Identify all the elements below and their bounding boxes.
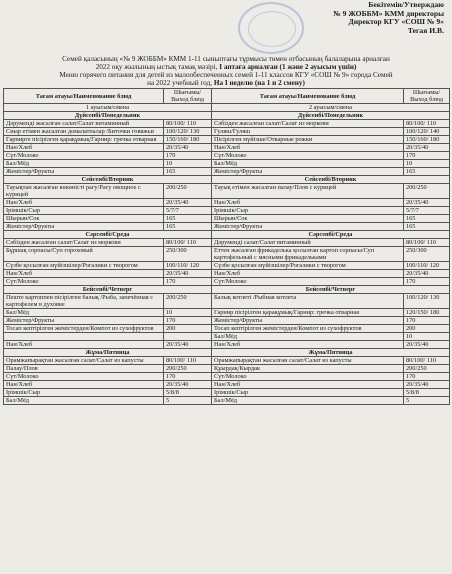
- title-line-2: [8, 63, 444, 71]
- table-row: [4, 239, 450, 247]
- menu-table: [3, 88, 450, 405]
- dish-yield-shift-2: 170: [404, 278, 450, 286]
- dish-name-shift-2: Нан/Хлеб: [212, 381, 404, 389]
- table-row: [4, 309, 450, 317]
- dish-name-shift-1: [4, 333, 164, 341]
- dish-name-shift-2: Шырын/Сок: [212, 215, 404, 223]
- dish-name-shift-2: Ірімшік/Сыр: [212, 389, 404, 397]
- dish-name-shift-2: Нан/Хлеб: [212, 341, 404, 349]
- dish-name-shift-2: Жемістер/Фрукты: [212, 168, 404, 176]
- dish-yield-shift-1: 80/100/ 110: [164, 120, 212, 128]
- title-line-4: [8, 79, 444, 87]
- dish-name-shift-2: Еттен жасалған фрикаделька қосылған картоп сорпасы/Суп картофельный с мясными фрикадельками: [212, 247, 404, 262]
- title-line-2-week: I аптаға арналған (1 және 2 ауысым үшін): [219, 63, 357, 72]
- day-title-shift-1: Сәрсенбі/Среда: [4, 231, 212, 239]
- dish-yield-shift-2: 10: [404, 333, 450, 341]
- dish-yield-shift-2: 165: [404, 168, 450, 176]
- dish-yield-shift-1: 20/35/40: [164, 270, 212, 278]
- title-line-3: Меню горячего питания для детей из малообеспеченных семей 1-11 классов КГУ «СОШ № 9» города Семей: [59, 71, 393, 80]
- dish-yield-shift-1: 20/35/40: [164, 199, 212, 207]
- table-row: [4, 168, 450, 176]
- dish-name-shift-1: Бал/Мёд: [4, 397, 164, 405]
- dish-yield-shift-1: 200/250: [164, 184, 212, 199]
- dish-name-shift-1: Палау/Плов: [4, 365, 164, 373]
- table-row: [4, 144, 450, 152]
- dish-name-shift-2: Сүт/Молоко: [212, 278, 404, 286]
- dish-yield-shift-1: 250/300: [164, 247, 212, 262]
- dish-yield-shift-1: 10: [164, 160, 212, 168]
- dish-yield-shift-2: 200/250: [404, 184, 450, 199]
- dish-name-shift-2: Ірімшік/Сыр: [212, 207, 404, 215]
- dish-name-shift-2: Жемістер/Фрукты: [212, 317, 404, 325]
- dish-yield-shift-2: 20/35/40: [404, 381, 450, 389]
- dish-yield-shift-2: 5: [404, 397, 450, 405]
- dish-yield-shift-2: 150/160/ 180: [404, 136, 450, 144]
- table-row: [4, 207, 450, 215]
- dish-name-shift-1: Нан/Хлеб: [4, 341, 164, 349]
- shift-2-label: 2 ауысым/смена: [212, 104, 450, 112]
- dish-yield-shift-1: 5/7/7: [164, 207, 212, 215]
- table-row: [4, 128, 450, 136]
- dish-yield-shift-2: 20/35/40: [404, 341, 450, 349]
- dish-yield-shift-1: 80/100/ 110: [164, 357, 212, 365]
- table-header-row: [4, 89, 450, 104]
- table-row: [4, 152, 450, 160]
- dish-yield-shift-2: 20/35/40: [404, 270, 450, 278]
- table-row: [4, 270, 450, 278]
- dish-name-shift-2: Жемістер/Фрукты: [212, 223, 404, 231]
- dish-yield-shift-2: 80/100/ 110: [404, 357, 450, 365]
- dish-yield-shift-1: 170: [164, 317, 212, 325]
- dish-name-shift-2: Гарнир пісірілген қарақұмық/Гарнир: гречка отварная: [212, 309, 404, 317]
- table-row: [4, 262, 450, 270]
- table-row: [4, 247, 450, 262]
- day-header-row: [4, 231, 450, 239]
- day-header-row: [4, 286, 450, 294]
- dish-yield-shift-1: 200/250: [164, 294, 212, 309]
- dish-name-shift-1: Бұршақ сорпасы/Суп гороховый: [4, 247, 164, 262]
- dish-name-shift-1: Дәрумендi жасалған салат/Салат витаминный: [4, 120, 164, 128]
- dish-yield-shift-1: 5: [164, 397, 212, 405]
- dish-name-shift-2: Орамжапырақтан жасалған салат/Салат из капусты: [212, 357, 404, 365]
- table-row: [4, 223, 450, 231]
- dish-name-shift-1: Бал/Мёд: [4, 160, 164, 168]
- dish-yield-shift-1: 170: [164, 373, 212, 381]
- dish-name-shift-1: Нан/Хлеб: [4, 381, 164, 389]
- dish-yield-shift-2: 120/150/ 180: [404, 309, 450, 317]
- dish-name-shift-1: Сүт/Молоко: [4, 152, 164, 160]
- dish-yield-shift-2: 165: [404, 223, 450, 231]
- table-row: [4, 278, 450, 286]
- dish-yield-shift-2: 200/250: [404, 365, 450, 373]
- dish-name-shift-1: Сүт/Молоко: [4, 278, 164, 286]
- dish-name-shift-2: Бал/Мёд: [212, 160, 404, 168]
- table-row: [4, 215, 450, 223]
- header-yield-2: Шығымы/ Выход блюд: [404, 89, 450, 104]
- dish-yield-shift-2: 100/120/ 140: [404, 128, 450, 136]
- approval-block: [244, 1, 444, 35]
- day-title-shift-1: Жұма/Пятница: [4, 349, 212, 357]
- day-header-row: [4, 349, 450, 357]
- dish-name-shift-2: Сүзбе қосылған мүйізшілер/Рогалики с творогом: [212, 262, 404, 270]
- day-title-shift-2: Жұма/Пятница: [212, 349, 450, 357]
- dish-yield-shift-1: 165: [164, 215, 212, 223]
- dish-name-shift-1: Сүт/Молоко: [4, 373, 164, 381]
- dish-name-shift-1: Сүзбе қосылған мүйізшілер/Рогалики с творогом: [4, 262, 164, 270]
- dish-name-shift-2: Нан/Хлеб: [212, 144, 404, 152]
- approval-line-1: Бекітемін/Утверждаю: [368, 0, 444, 9]
- dish-name-shift-1: Гарнирге пісірілген қарақұмық/Гарнир: гречка отварная: [4, 136, 164, 144]
- dish-name-shift-2: Пісірілген мүйізше/Отварные рожки: [212, 136, 404, 144]
- dish-yield-shift-1: 20/35/40: [164, 144, 212, 152]
- table-row: [4, 136, 450, 144]
- dish-name-shift-2: Сүт/Молоко: [212, 152, 404, 160]
- dish-yield-shift-1: 200: [164, 325, 212, 333]
- table-row: [4, 357, 450, 365]
- title-line-2-text: 2022 оқу жылының ыстық тамақ мәзірі,: [95, 63, 220, 72]
- table-row: [4, 373, 450, 381]
- dish-yield-shift-2: 250/300: [404, 247, 450, 262]
- table-row: [4, 317, 450, 325]
- dish-name-shift-2: Тосап кептірілген жемістерден/Компот из сухофруктов: [212, 325, 404, 333]
- dish-name-shift-2: Бал/Мёд: [212, 333, 404, 341]
- dish-yield-shift-1: 20/35/40: [164, 341, 212, 349]
- dish-yield-shift-2: 100/110/ 120: [404, 262, 450, 270]
- approval-line-3: Директор КГУ «СОШ № 9»: [348, 17, 444, 27]
- dish-yield-shift-2: 80/100/ 110: [404, 120, 450, 128]
- shift-1-label: 1 ауысым/смена: [4, 104, 212, 112]
- dish-name-shift-1: Тосап кептірілген жемістерден/Компот из сухофруктов: [4, 325, 164, 333]
- title-line-1: Семей қаласының «№ 9 ЖОББМ» КММ 1-11 сыныптағы тұрмысы төмен отбасының балаларына арналған: [62, 55, 390, 63]
- dish-yield-shift-1: 200/250: [164, 365, 212, 373]
- table-row: [4, 365, 450, 373]
- dish-name-shift-1: Жемістер/Фрукты: [4, 317, 164, 325]
- dish-yield-shift-1: 165: [164, 223, 212, 231]
- dish-name-shift-1: Шырын/Сок: [4, 215, 164, 223]
- shift-row: [4, 104, 450, 112]
- table-row: [4, 294, 450, 309]
- dish-name-shift-2: Нан/Хлеб: [212, 270, 404, 278]
- dish-name-shift-1: Нан/Хлеб: [4, 199, 164, 207]
- dish-name-shift-2: Нан/Хлеб: [212, 199, 404, 207]
- dish-yield-shift-2: 100/120/ 130: [404, 294, 450, 309]
- dish-yield-shift-2: 170: [404, 152, 450, 160]
- dish-name-shift-1: Ірімшік/Сыр: [4, 389, 164, 397]
- dish-name-shift-1: Ірімшік/Сыр: [4, 207, 164, 215]
- dish-yield-shift-2: 10: [404, 160, 450, 168]
- dish-name-shift-1: Тауықтан жасалған көкөністі рагу/Рагу овощное с курицей: [4, 184, 164, 199]
- dish-yield-shift-2: 5/8/8: [404, 389, 450, 397]
- dish-name-shift-2: Дәрумендi салат/Салат витаминный: [212, 239, 404, 247]
- dish-yield-shift-2: 80/100/ 110: [404, 239, 450, 247]
- dish-name-shift-1: Сәбізден жасалған салат/Салат из моркови: [4, 239, 164, 247]
- dish-yield-shift-1: 170: [164, 152, 212, 160]
- dish-yield-shift-1: 170: [164, 278, 212, 286]
- day-title-shift-2: Дүйсенбі/Понедельник: [212, 112, 450, 120]
- table-row: [4, 389, 450, 397]
- dish-yield-shift-1: 150/160/ 180: [164, 136, 212, 144]
- dish-yield-shift-2: 170: [404, 317, 450, 325]
- dish-name-shift-1: Нан/Хлеб: [4, 270, 164, 278]
- day-title-shift-1: Сейсенбі/Вторник: [4, 176, 212, 184]
- day-title-shift-1: Дүйсенбі/Понедельник: [4, 112, 212, 120]
- table-row: [4, 199, 450, 207]
- dish-yield-shift-1: 100/110/ 120: [164, 262, 212, 270]
- dish-yield-shift-1: [164, 333, 212, 341]
- header-name-1: Тағам атауы/Наименование блюд: [4, 89, 164, 104]
- dish-name-shift-2: Сәбізден жасалған салат/Салат из моркови: [212, 120, 404, 128]
- dish-name-shift-1: Пеште картоппен пісірілген балық /Рыба, запечённая с картофелем в духовке: [4, 294, 164, 309]
- dish-yield-shift-2: 20/35/40: [404, 144, 450, 152]
- header-yield-1: Шығымы/ Выход блюд: [164, 89, 212, 104]
- day-title-shift-2: Бейсенбі/Четверг: [212, 286, 450, 294]
- table-row: [4, 341, 450, 349]
- day-title-shift-2: Сәрсенбі/Среда: [212, 231, 450, 239]
- title-line-4-text: на 2022 учебный год,: [147, 79, 214, 88]
- dish-yield-shift-2: 170: [404, 373, 450, 381]
- dish-name-shift-2: Сүт/Молоко: [212, 373, 404, 381]
- dish-name-shift-1: Сиыр етімен жасалған домалатпалар /Биточки говяжьи: [4, 128, 164, 136]
- approval-line-4: Тегая И.В.: [407, 25, 444, 35]
- dish-name-shift-1: Жемістер/Фрукты: [4, 223, 164, 231]
- table-row: [4, 397, 450, 405]
- table-row: [4, 325, 450, 333]
- dish-yield-shift-1: 80/100/ 110: [164, 239, 212, 247]
- dish-name-shift-1: Нан/Хлеб: [4, 144, 164, 152]
- dish-yield-shift-1: 165: [164, 168, 212, 176]
- table-row: [4, 120, 450, 128]
- table-row: [4, 381, 450, 389]
- approval-line-2: № 9 ЖОББМ» КММ директоры: [333, 8, 444, 18]
- dish-name-shift-2: Құырдақ/Кырдак: [212, 365, 404, 373]
- dish-yield-shift-2: 5/7/7: [404, 207, 450, 215]
- document-title: [8, 55, 444, 87]
- day-title-shift-1: Бейсенбі/Четверг: [4, 286, 212, 294]
- dish-yield-shift-2: 200: [404, 325, 450, 333]
- header-name-2: Тағам атауы/Наименование блюд: [212, 89, 404, 104]
- dish-name-shift-2: Бал/Мёд: [212, 397, 404, 405]
- dish-yield-shift-1: 20/35/40: [164, 381, 212, 389]
- dish-yield-shift-1: 5/8/8: [164, 389, 212, 397]
- dish-yield-shift-1: 100/120/ 130: [164, 128, 212, 136]
- title-line-4-week: На I неделю (на 1 и 2 смену): [213, 79, 305, 88]
- day-title-shift-2: Сейсенбі/Вторник: [212, 176, 450, 184]
- table-row: [4, 333, 450, 341]
- dish-yield-shift-2: 165: [404, 215, 450, 223]
- dish-yield-shift-2: 20/35/40: [404, 199, 450, 207]
- dish-name-shift-2: Балық котлеті /Рыбная котлета: [212, 294, 404, 309]
- menu-table-body: [4, 104, 450, 405]
- dish-name-shift-1: Жемістер/Фрукты: [4, 168, 164, 176]
- table-row: [4, 160, 450, 168]
- dish-yield-shift-1: 10: [164, 309, 212, 317]
- table-row: [4, 184, 450, 199]
- dish-name-shift-1: Бал/Мёд: [4, 309, 164, 317]
- day-header-row: [4, 112, 450, 120]
- day-header-row: [4, 176, 450, 184]
- dish-name-shift-2: Гуляш/Гуляш: [212, 128, 404, 136]
- dish-name-shift-2: Тауық етімен жасалған палау/Плов с курицей: [212, 184, 404, 199]
- dish-name-shift-1: Орамжапырақтан жасалған салат/Салат из капусты: [4, 357, 164, 365]
